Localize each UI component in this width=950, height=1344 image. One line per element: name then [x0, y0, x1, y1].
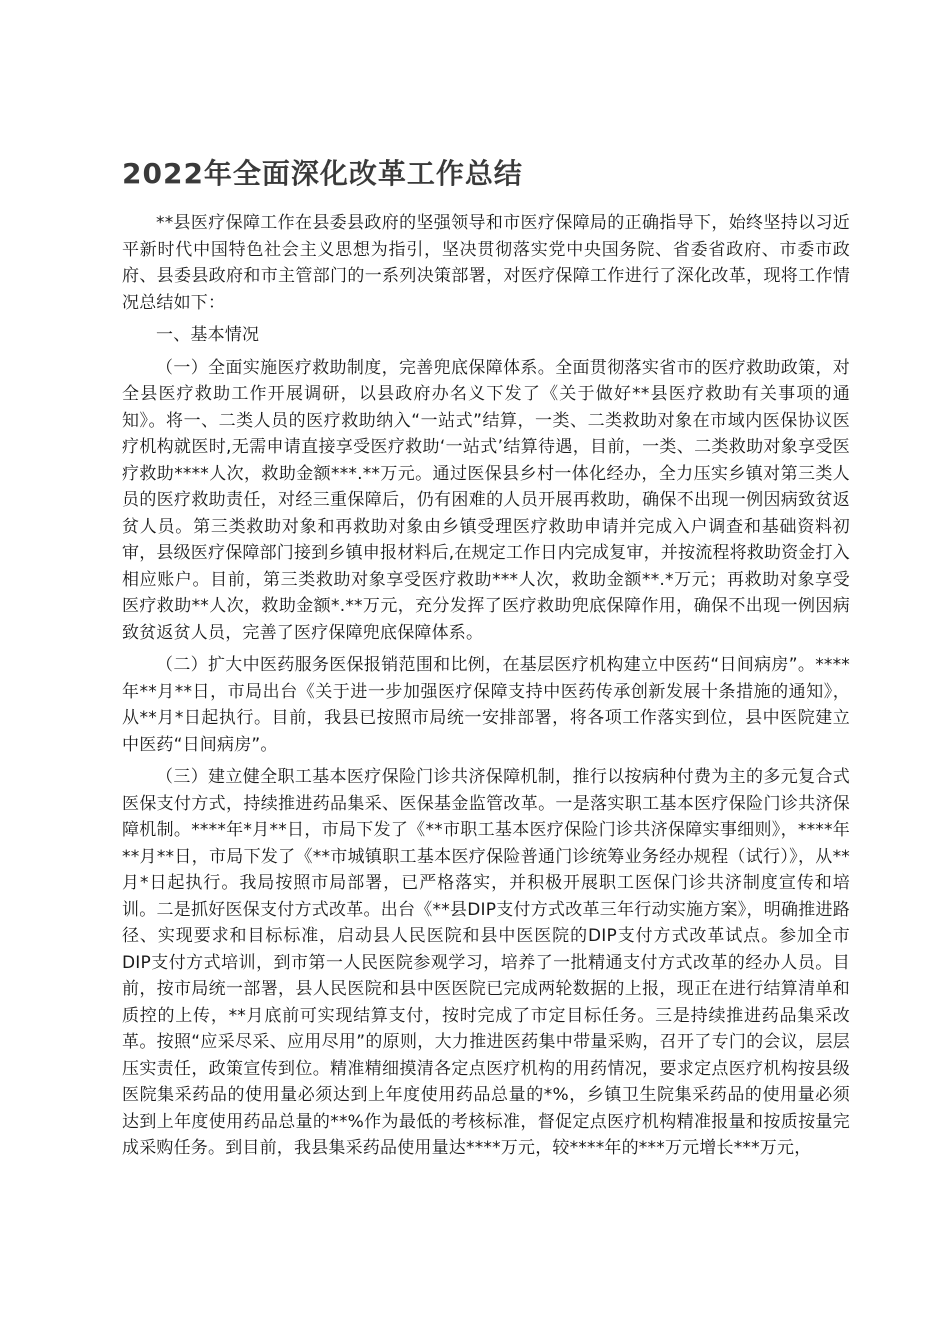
document-body: [122, 210, 850, 1168]
document-title: 2022年全面深化改革工作总结: [122, 157, 523, 190]
paragraph-outpatient-mutual-aid: （三）建立健全职工基本医疗保险门诊共济保障机制，推行以按病种付费为主的多元复合式医保支付方式，持续推进药品集采、医保基金监管改革。一是落实职工基本医疗保险门诊共济保障机制。****年*月**日，市局下发了《**市职工基本医疗保险门诊共济保障实事细则》，****年**月**日，市局下发了《**市城镇职工基本医疗保险普通门诊统筹业务经办规程（试行）》，从**月*日起执行。我局按照市局部署，已严格落实，并积极开展职工医保门诊共济制度宣传和培训。二是抓好医保支付方式改革。出台《**县DIP支付方式改革三年行动实施方案》，明确推进路径、实现要求和目标标准，启动县人民医院和县中医医院的DIP支付方式改革试点。参加全市DIP支付方式培训，到市第一人民医院参观学习，培养了一批精通支付方式改革的经办人员。目前，按市局统一部署，县人民医院和县中医医院已完成两轮数据的上报，现正在进行结算清单和质控的上传，**月底前可实现结算支付，按时完成了市定目标任务。三是持续推进药品集采改革。按照“应采尽采、应用尽用”的原则，大力推进医药集中带量采购，召开了专门的会议，层层压实责任，政策宣传到位。精准精细摸清各定点医疗机构的用药情况，要求定点医疗机构按县级医院集采药品的使用量必须达到上年度使用药品总量的*%，乡镇卫生院集采药品的使用量必须达到上年度使用药品总量的**%作为最低的考核标准，督促定点医疗机构精准报量和按质按量完成采购任务。到目前，我县集采药品使用量达****万元，较****年的***万元增长***万元，: [122, 767, 850, 1158]
section-heading-basic-situation: 一、基本情况: [156, 325, 260, 345]
paragraph-medical-assistance: （一）全面实施医疗救助制度，完善兜底保障体系。全面贯彻落实省市的医疗救助政策，对全县医疗救助工作开展调研，以县政府办名义下发了《关于做好**县医疗救助有关事项的通知》。将一、二类人员的医疗救助纳入“一站式”结算，一类、二类救助对象在市域内医保协议医疗机构就医时,无需申请直接享受医疗救助‘一站式’结算待遇，目前，一类、二类救助对象享受医疗救助****人次，救助金额***.**万元。通过医保县乡村一体化经办，全力压实乡镇对第三类人员的医疗救助责任，对经三重保障后，仍有困难的人员开展再救助，确保不出现一例因病致贫返贫人员。第三类救助对象和再救助对象由乡镇受理医疗救助申请并完成入户调查和基础资料初审，县级医疗保障部门接到乡镇申报材料后,在规定工作日内完成复审，并按流程将救助资金打入相应账户。目前，第三类救助对象享受医疗救助***人次，救助金额**.*万元；再救助对象享受医疗救助**人次，救助金额*.**万元，充分发挥了医疗救助兜底保障作用，确保不出现一例因病致贫返贫人员，完善了医疗保障兜底保障体系。: [122, 357, 851, 643]
paragraph-tcm-services: （二）扩大中医药服务医保报销范围和比例，在基层医疗机构建立中医药“日间病房”。****年**月**日，市局出台《关于进一步加强医疗保障支持中医药传承创新发展十条措施的通知》，从**月*日起执行。目前，我县已按照市局统一安排部署，将各项工作落实到位，县中医院建立中医药“日间病房”。: [122, 655, 850, 755]
intro-paragraph: **县医疗保障工作在县委县政府的坚强领导和市医疗保障局的正确指导下，始终坚持以习近平新时代中国特色社会主义思想为指引，坚决贯彻落实党中央国务院、省委省政府、市委市政府、县委县政府和市主管部门的一系列决策部署，对医疗保障工作进行了深化改革，现将工作情况总结如下：: [122, 213, 850, 313]
